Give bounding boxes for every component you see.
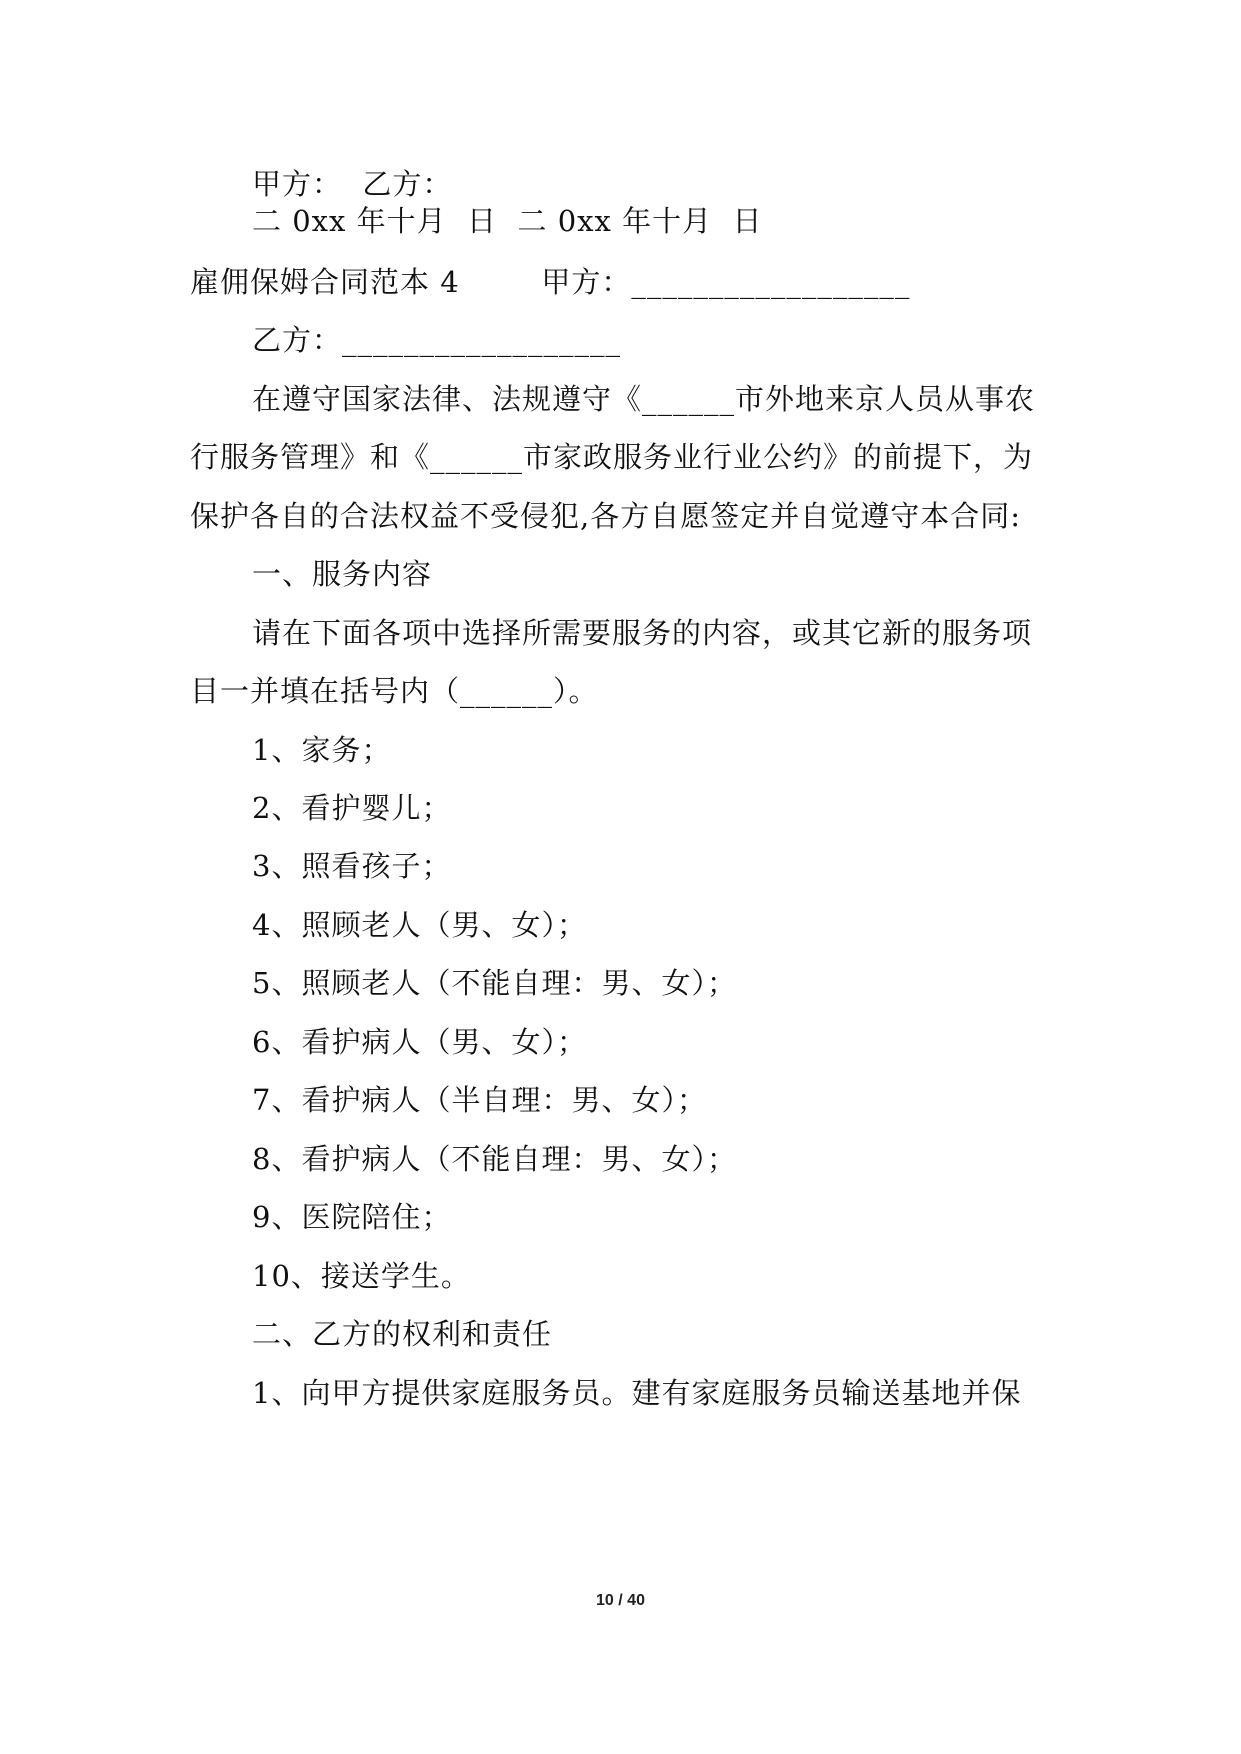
list-item: 10、接送学生。 bbox=[252, 1259, 471, 1293]
body-paragraph-line: 在遵守国家法律、法规遵守《______市外地来京人员从事农 bbox=[252, 382, 1036, 416]
page-number: 10 / 40 bbox=[596, 1592, 645, 1609]
section-heading: 一、服务内容 bbox=[252, 557, 433, 591]
body-paragraph-line: 1、向甲方提供家庭服务员。建有家庭服务员输送基地并保 bbox=[252, 1376, 1022, 1410]
list-item: 2、看护婴儿； bbox=[252, 791, 452, 825]
list-item: 1、家务； bbox=[252, 733, 392, 767]
date-line: 二 0xx 年十月 日 二 0xx 年十月 日 bbox=[252, 204, 763, 238]
body-paragraph-line: 保护各自的合法权益不受侵犯,各方自愿签定并自觉遵守本合同: bbox=[190, 499, 1021, 533]
list-item: 9、医院陪住； bbox=[252, 1200, 452, 1234]
list-item: 3、照看孩子； bbox=[252, 849, 452, 883]
party-line: 甲方： 乙方： bbox=[252, 167, 453, 201]
list-item: 5、照顾老人（不能自理：男、女）； bbox=[252, 966, 737, 1000]
body-paragraph-line: 目一并填在括号内（______）。 bbox=[190, 674, 599, 708]
body-paragraph-line: 请在下面各项中选择所需要服务的内容，或其它新的服务项 bbox=[252, 616, 1033, 650]
party-b-line: 乙方：__________________ bbox=[252, 323, 622, 357]
list-item: 7、看护病人（半自理：男、女）； bbox=[252, 1083, 707, 1117]
list-item: 8、看护病人（不能自理：男、女）； bbox=[252, 1142, 737, 1176]
section-heading: 二、乙方的权利和责任 bbox=[252, 1317, 553, 1351]
list-item: 4、照顾老人（男、女）； bbox=[252, 908, 587, 942]
contract-title-line: 雇佣保姆合同范本 4 甲方：__________________ bbox=[190, 265, 911, 299]
body-paragraph-line: 行服务管理》和《______市家政服务业行业公约》的前提下，为 bbox=[190, 440, 1034, 474]
list-item: 6、看护病人（男、女）； bbox=[252, 1025, 587, 1059]
